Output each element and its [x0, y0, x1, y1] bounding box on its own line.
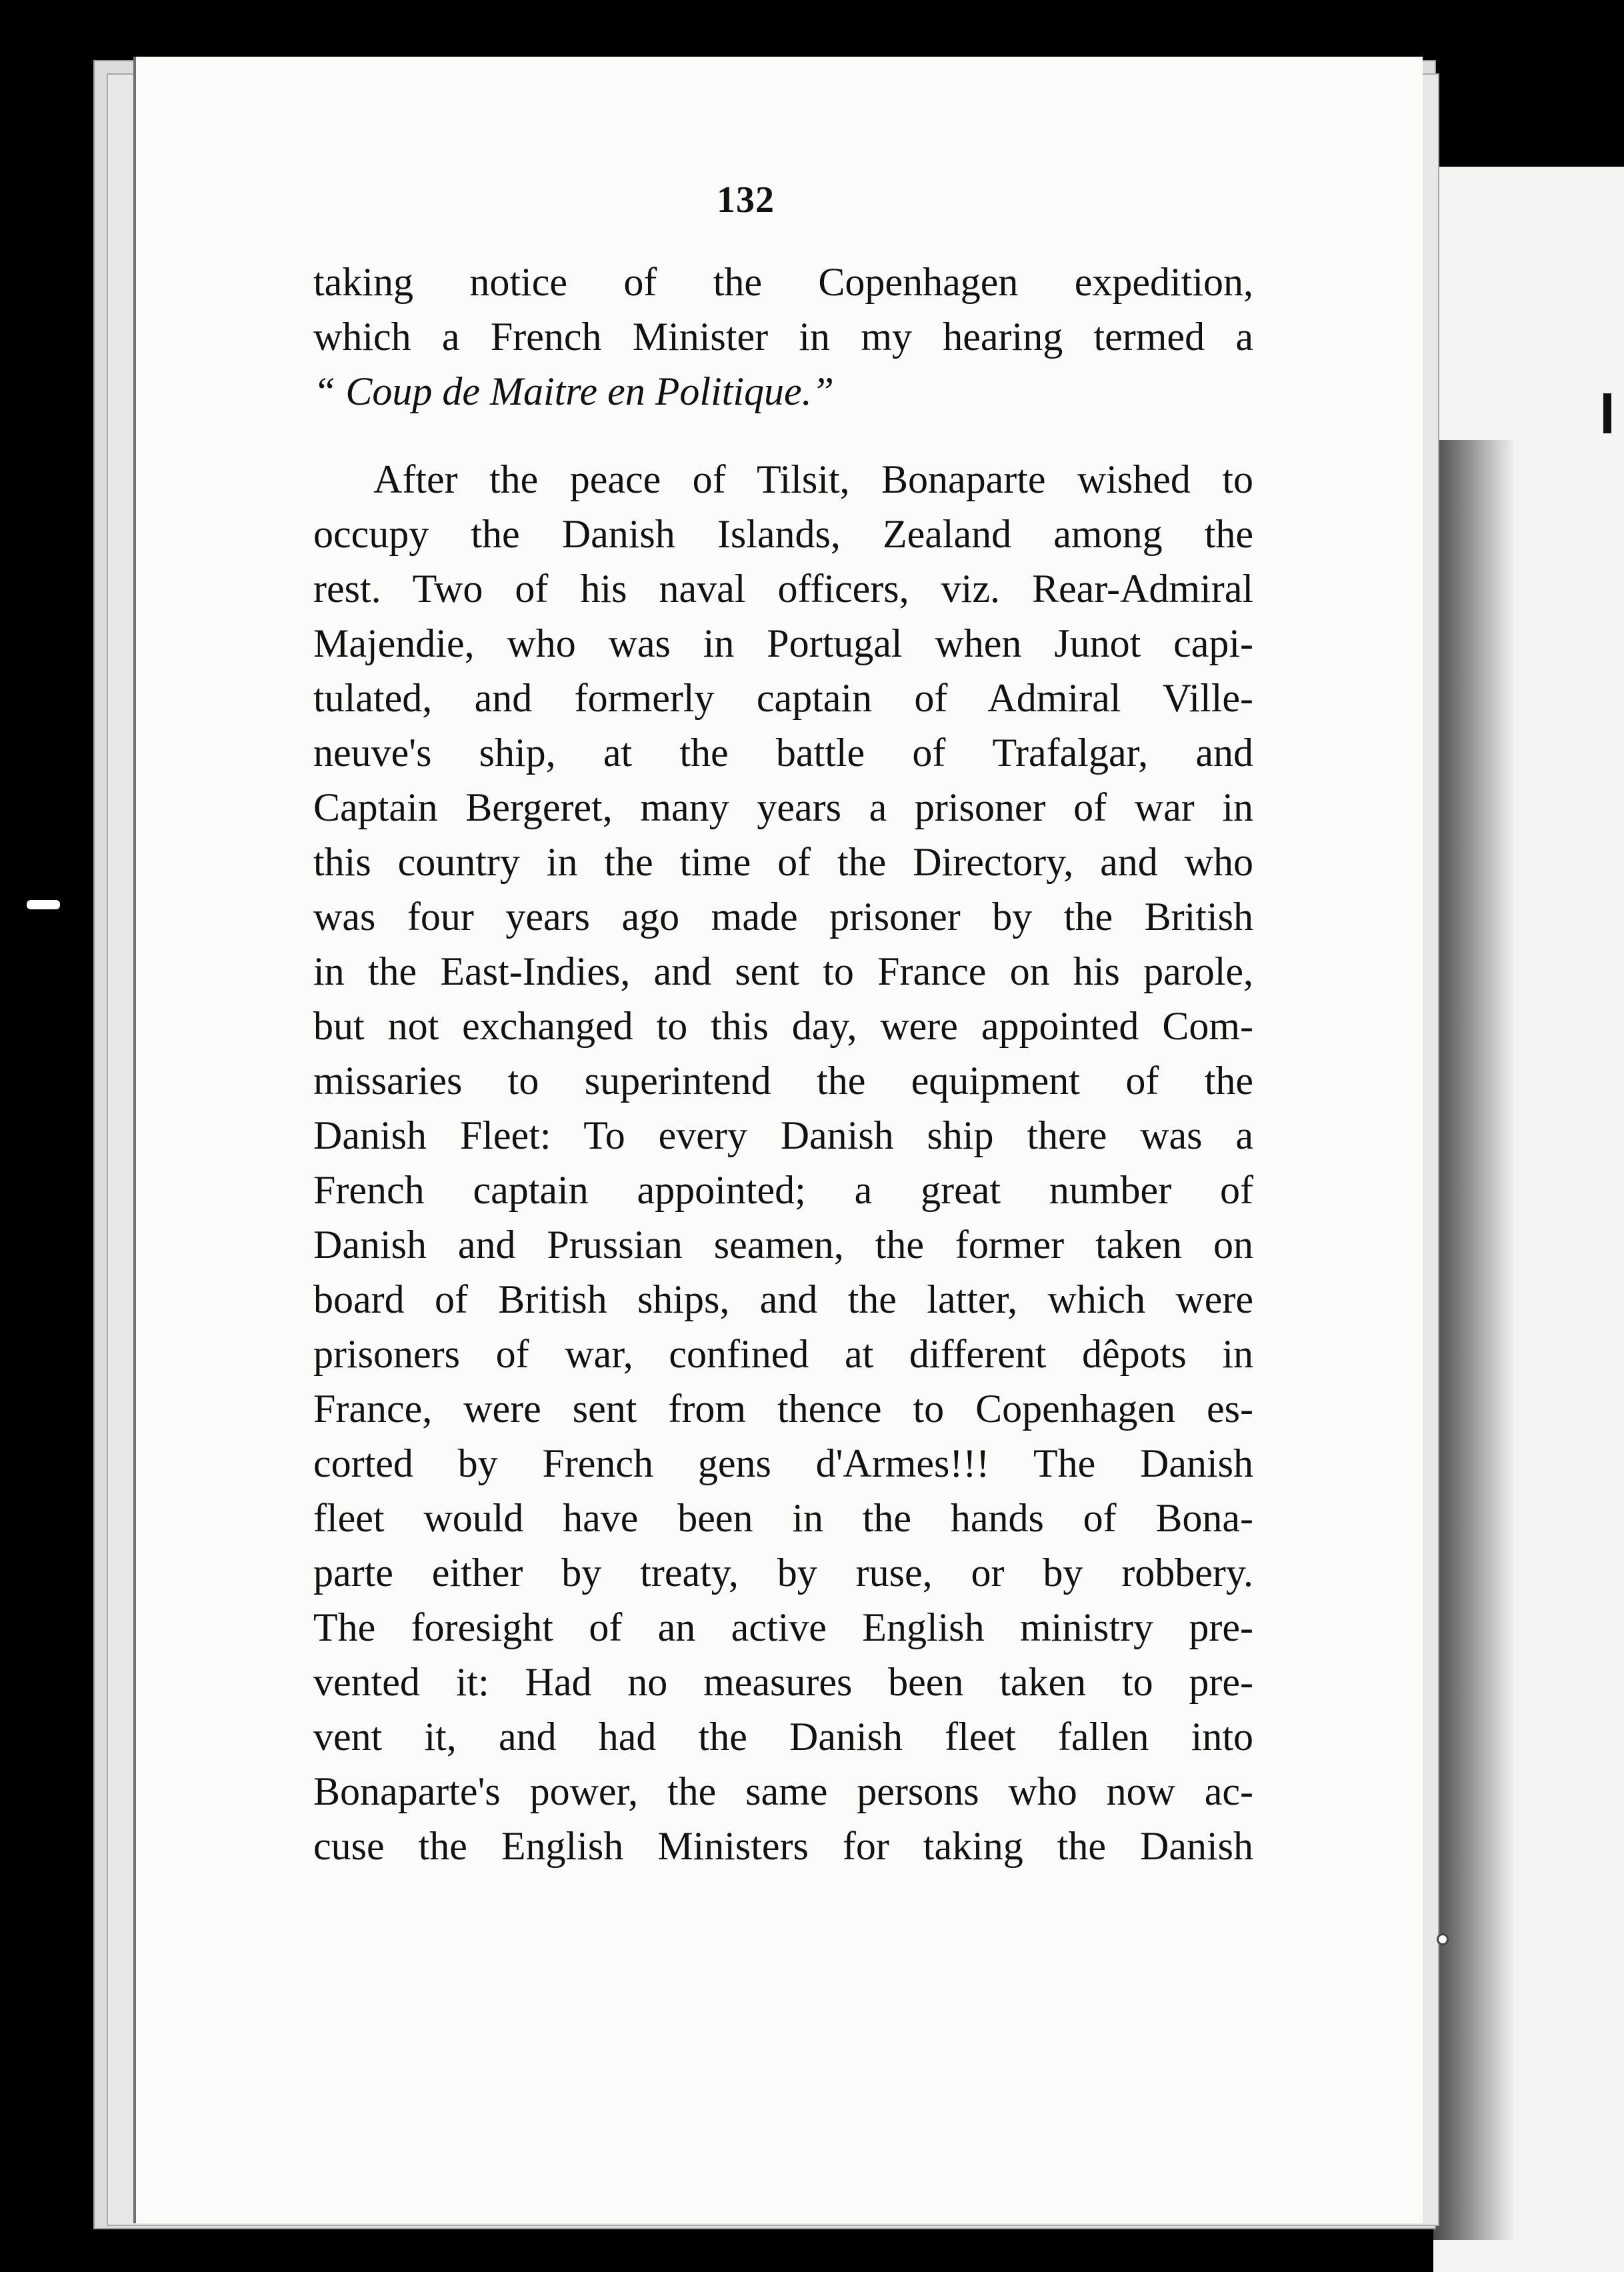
text-line: but not exchanged to this day, were appointed Com- — [313, 1004, 1253, 1048]
facing-page-letter-fragment — [1603, 393, 1611, 433]
text-line: Danish and Prussian seamen, the former taken on — [313, 1223, 1253, 1267]
text-line: parte either by treaty, by ruse, or by robbery. — [313, 1551, 1253, 1595]
text-line: this country in the time of the Directory, and who — [313, 840, 1253, 884]
text-line: vented it: Had no measures been taken to pre- — [313, 1660, 1253, 1704]
paragraph-gap — [313, 419, 1253, 452]
text-line: Bonaparte's power, the same persons who now ac- — [313, 1769, 1253, 1813]
text-line: rest. Two of his naval officers, viz. Rear-Admiral — [313, 567, 1253, 611]
text-line: After the peace of Tilsit, Bonaparte wished to — [373, 457, 1253, 501]
text-line: The foresight of an active English ministry pre- — [313, 1605, 1253, 1649]
text-line: vent it, and had the Danish fleet fallen into — [313, 1715, 1253, 1759]
text-line: which a French Minister in my hearing termed a — [313, 315, 1253, 359]
text-line: missaries to superintend the equipment of the — [313, 1059, 1253, 1103]
text-line: corted by French gens d'Armes!!! The Danish — [313, 1441, 1253, 1485]
text-line: was four years ago made prisoner by the British — [313, 895, 1253, 939]
body-text — [313, 255, 1253, 1873]
text-line: Danish Fleet: To every Danish ship there was a — [313, 1113, 1253, 1157]
text-line: tulated, and formerly captain of Admiral Ville- — [313, 676, 1253, 720]
text-line: Captain Bergeret, many years a prisoner of war in — [313, 785, 1253, 829]
text-line: cuse the English Ministers for taking the Danish — [313, 1824, 1253, 1868]
text-line: board of British ships, and the latter, which were — [313, 1277, 1253, 1321]
text-line: prisoners of war, confined at different dêpots in — [313, 1332, 1253, 1376]
text-line: French captain appointed; a great number of — [313, 1168, 1253, 1212]
text-line: France, were sent from thence to Copenhagen es- — [313, 1387, 1253, 1431]
text-line: in the East-Indies, and sent to France on his parole, — [313, 949, 1253, 993]
paragraph-2 — [313, 452, 1253, 1873]
text-line: “ Coup de Maitre en Politique.” — [313, 369, 835, 413]
text-line: neuve's ship, at the battle of Trafalgar, and — [313, 731, 1253, 775]
paragraph-1 — [313, 255, 1253, 419]
page-number: 132 — [717, 179, 775, 221]
facing-page-stain — [1433, 440, 1513, 2240]
margin-mark — [27, 900, 60, 909]
text-line: occupy the Danish Islands, Zealand among the — [313, 512, 1253, 556]
text-line: Majendie, who was in Portugal when Junot capi- — [313, 621, 1253, 665]
edge-speck — [1437, 1933, 1449, 1945]
text-line: taking notice of the Copenhagen expedition, — [313, 260, 1253, 304]
text-line: fleet would have been in the hands of Bona- — [313, 1496, 1253, 1540]
